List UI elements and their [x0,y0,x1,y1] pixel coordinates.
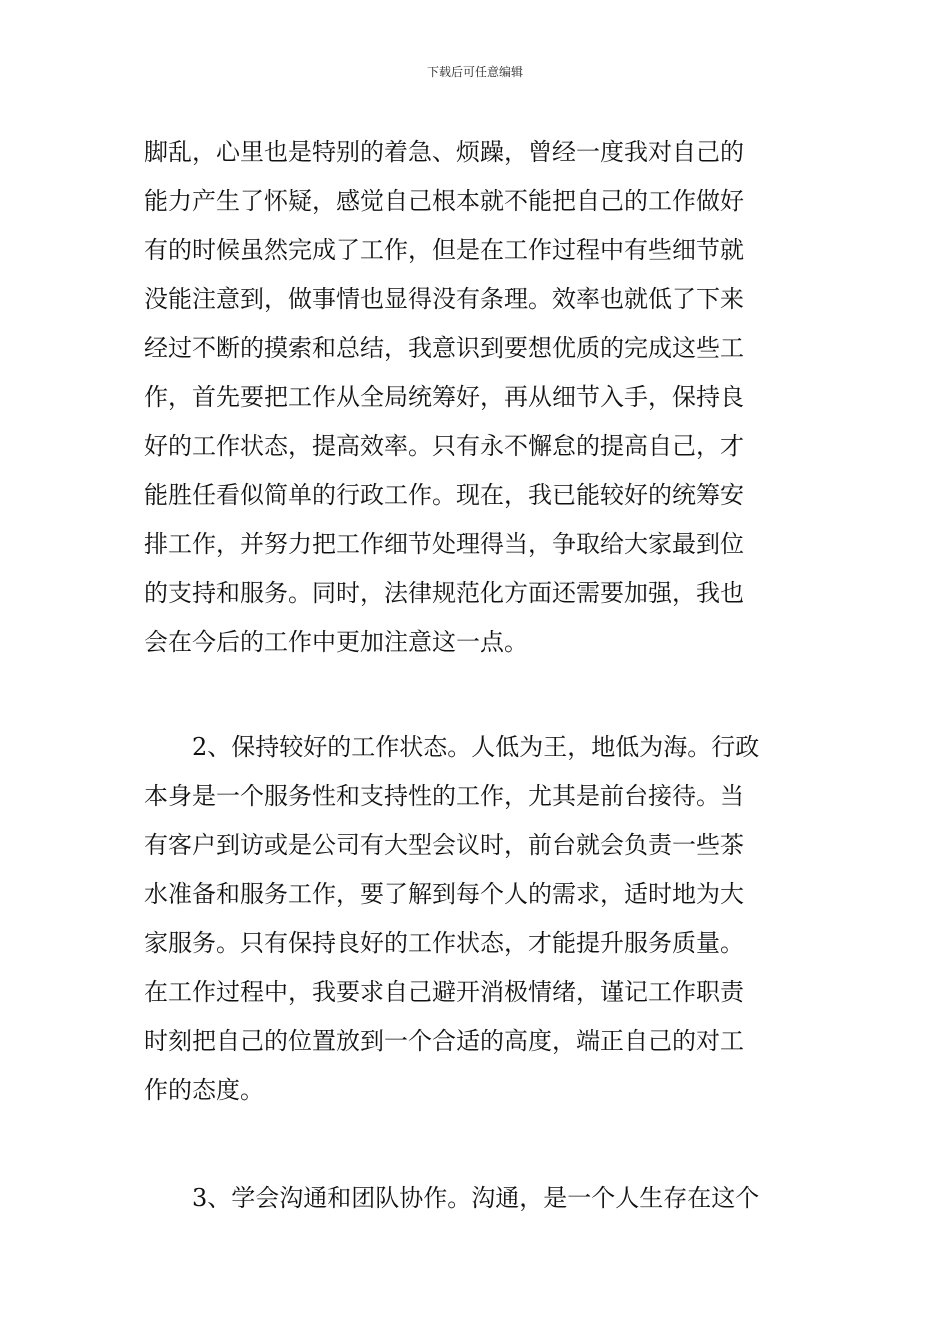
text-line: 有的时候虽然完成了工作，但是在工作过程中有些细节就 [144,236,744,264]
text-line: 没能注意到，做事情也显得没有条理。效率也就低了下来 [144,285,744,313]
text-line: 时刻把自己的位置放到一个合适的高度，端正自己的对工 [144,1027,744,1055]
text-line: 水准备和服务工作，要了解到每个人的需求，适时地为大 [144,880,744,908]
paragraph-3 [144,1174,808,1223]
text-line: 本身是一个服务性和支持性的工作，尤其是前台接待。当 [144,782,744,810]
text-line: 排工作，并努力把工作细节处理得当，争取给大家最到位 [144,530,744,558]
text-line: 作，首先要把工作从全局统筹好，再从细节入手，保持良 [144,383,744,411]
text-line: 会在今后的工作中更加注意这一点。 [144,628,528,656]
paragraph-1 [144,128,808,667]
text-line: 脚乱，心里也是特别的着急、烦躁，曾经一度我对自己的 [144,138,744,166]
text-line: 能力产生了怀疑，感觉自己根本就不能把自己的工作做好 [144,187,744,215]
paragraph-2 [144,723,808,1115]
text-line: 作的态度。 [144,1076,264,1104]
text-line: 在工作过程中，我要求自己避开消极情绪，谨记工作职责 [144,978,744,1006]
text-line: 有客户到访或是公司有大型会议时，前台就会负责一些茶 [144,831,744,859]
text-line: 的支持和服务。同时，法律规范化方面还需要加强，我也 [144,579,744,607]
page-header: 下载后可任意编辑 [426,65,523,79]
text-line: 能胜任看似简单的行政工作。现在，我已能较好的统筹安 [144,481,744,509]
text-line: 家服务。只有保持良好的工作状态，才能提升服务质量。 [144,929,744,957]
text-line: 2、保持较好的工作状态。人低为王，地低为海。行政 [192,733,760,761]
text-line: 好的工作状态，提高效率。只有永不懈怠的提高自己，才 [144,432,744,460]
text-line: 3、学会沟通和团队协作。沟通，是一个人生存在这个 [192,1184,760,1212]
text-line: 经过不断的摸索和总结，我意识到要想优质的完成这些工 [144,334,744,362]
